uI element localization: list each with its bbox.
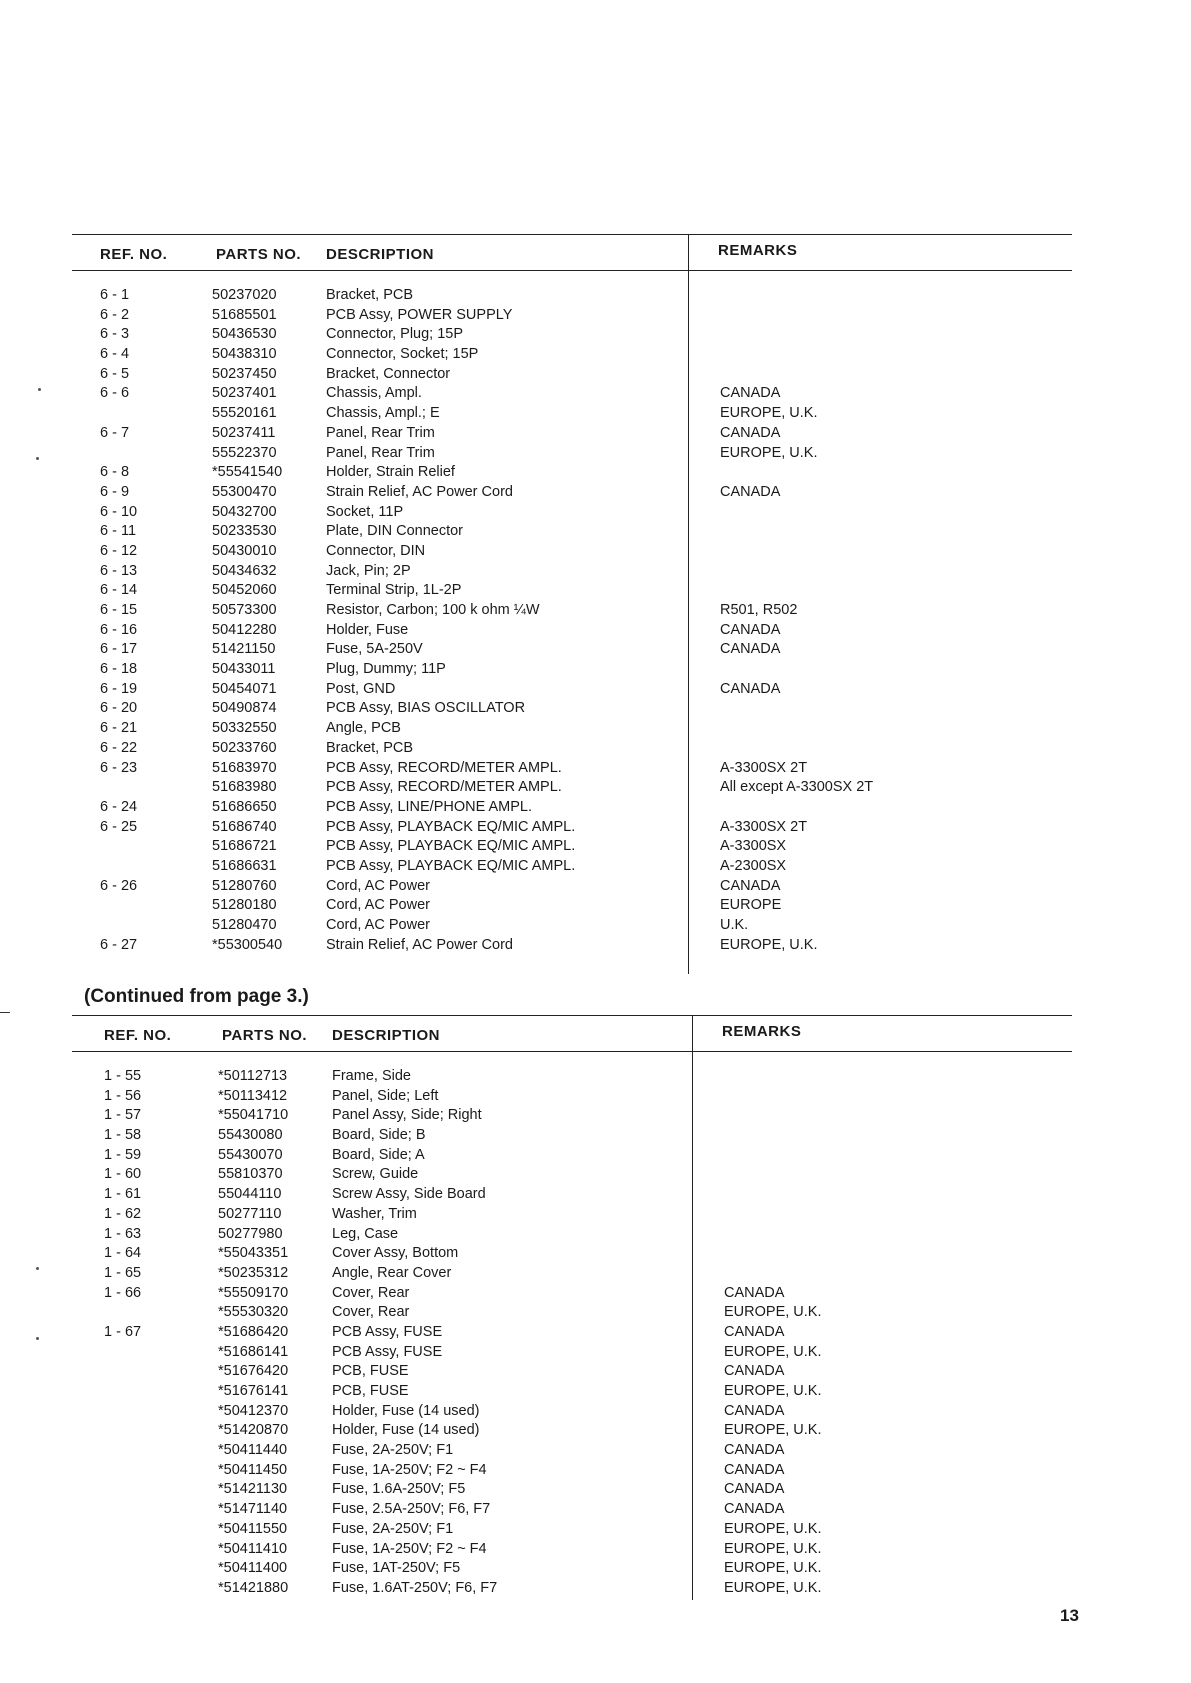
table-row [72,699,1072,719]
remarks-cell: EUROPE, U.K. [724,1383,822,1399]
ref-no-cell: 1 - 59 [104,1146,142,1163]
parts-no-cell: 50454071 [212,680,277,697]
parts-no-cell: *55041710 [218,1107,289,1124]
description-cell: PCB, FUSE [332,1383,409,1399]
parts-no-cell: 51685501 [212,306,277,323]
header-ref-no: REF. NO. [100,246,168,263]
description-cell: Jack, Pin; 2P [326,562,411,579]
parts-no-cell: *50411440 [218,1442,288,1459]
table-row [72,1500,1072,1520]
description-cell: PCB Assy, PLAYBACK EQ/MIC AMPL. [326,857,576,874]
parts-no-cell: 51686740 [212,818,277,835]
description-cell: Chassis, Ampl. [326,385,422,402]
ref-no-cell: 6 - 1 [100,287,130,303]
description-cell: Plug, Dummy; 11P [326,661,446,678]
table-row [72,542,1072,562]
description-cell: Chassis, Ampl.; E [326,405,440,422]
description-cell: Angle, Rear Cover [332,1264,452,1281]
parts-no-cell: 51421150 [212,641,276,658]
remarks-cell: EUROPE, U.K. [724,1304,822,1321]
parts-no-cell: 50438310 [212,346,277,363]
scan-speck [36,1337,39,1340]
parts-no-cell: 50490874 [212,700,277,717]
table-row [72,444,1072,464]
remarks-cell: EUROPE, U.K. [720,936,818,953]
ref-no-cell: 1 - 55 [104,1068,142,1084]
description-cell: Holder, Fuse (14 used) [332,1422,480,1439]
remarks-cell: CANADA [720,680,781,697]
table-row [72,719,1072,739]
table-row [72,798,1072,818]
ref-no-cell: 6 - 16 [100,621,138,638]
header-bottom-rule [72,270,1072,271]
ref-no-cell: 6 - 25 [100,818,138,835]
ref-no-cell: 6 - 23 [100,759,138,776]
table-row [72,1540,1072,1560]
table-row [72,1126,1072,1146]
table-row [72,1362,1072,1382]
parts-no-cell: 50433011 [212,661,276,678]
table-row [72,522,1072,542]
margin-mark [0,1012,10,1013]
parts-no-cell: *50412370 [218,1402,289,1419]
table-body [72,286,1072,955]
remarks-cell: EUROPE [720,897,782,914]
ref-no-cell: 1 - 60 [104,1166,142,1183]
table-row [72,1264,1072,1284]
table-row [72,1106,1072,1126]
table-row [72,680,1072,700]
table-row [72,818,1072,838]
description-cell: Fuse, 1.6A-250V; F5 [332,1481,466,1498]
parts-no-cell: *51420870 [218,1422,289,1439]
table-body [72,1067,1072,1599]
table-row [72,1480,1072,1500]
description-cell: Fuse, 2A-250V; F1 [332,1442,454,1459]
table-row [72,1205,1072,1225]
ref-no-cell: 6 - 6 [100,385,130,402]
table-row [72,837,1072,857]
description-cell: Cover, Rear [332,1284,410,1301]
description-cell: Post, GND [326,680,396,697]
header-parts-no: PARTS NO. [216,246,302,263]
remarks-cell: CANADA [724,1402,785,1419]
parts-no-cell: 51280760 [212,877,277,894]
ref-no-cell: 6 - 14 [100,582,138,599]
description-cell: Panel Assy, Side; Right [332,1107,482,1124]
remarks-cell: EUROPE, U.K. [724,1540,822,1557]
table-row [72,286,1072,306]
description-cell: Board, Side; B [332,1127,426,1144]
parts-no-cell: 50436530 [212,326,277,343]
table-row [72,916,1072,936]
table-row [72,1421,1072,1441]
ref-no-cell: 1 - 57 [104,1107,142,1124]
parts-no-cell: 50233760 [212,739,277,756]
header-parts-no: PARTS NO. [222,1027,308,1044]
ref-no-cell: 1 - 66 [104,1284,142,1301]
ref-no-cell: 6 - 11 [100,523,137,540]
parts-no-cell: 50573300 [212,602,277,618]
remarks-cell: EUROPE, U.K. [720,405,818,422]
table-row [72,404,1072,424]
table-row [72,759,1072,779]
remarks-cell: EUROPE, U.K. [724,1422,822,1439]
header-remarks: REMARKS [722,1023,802,1040]
ref-no-cell: 6 - 21 [100,720,138,737]
parts-no-cell: 50434632 [212,562,277,579]
table-row [72,1579,1072,1599]
remarks-cell: A-3300SX [720,838,787,855]
parts-no-cell: *50411400 [218,1560,288,1577]
table-row [72,877,1072,897]
table-row [72,1343,1072,1363]
table-row [72,936,1072,956]
parts-no-cell: 50237401 [212,385,277,402]
description-cell: Panel, Side; Left [332,1087,439,1104]
description-cell: Strain Relief, AC Power Cord [326,483,513,500]
description-cell: Connector, Socket; 15P [326,346,479,363]
scan-speck [38,388,41,391]
ref-no-cell: 6 - 10 [100,503,138,520]
description-cell: Fuse, 2A-250V; F1 [332,1520,454,1537]
description-cell: Fuse, 1.6AT-250V; F6, F7 [332,1579,498,1596]
description-cell: PCB Assy, FUSE [332,1343,443,1360]
remarks-cell: CANADA [724,1501,785,1518]
description-cell: Washer, Trim [332,1205,417,1222]
parts-no-cell: 50237450 [212,365,277,382]
ref-no-cell: 6 - 26 [100,877,138,894]
description-cell: Fuse, 5A-250V [326,641,423,658]
parts-no-cell: 51686631 [212,857,277,874]
parts-no-cell: 50237411 [212,424,276,441]
table-top-rule [72,1015,1072,1016]
parts-no-cell: 50237020 [212,287,277,303]
ref-no-cell: 6 - 4 [100,346,130,363]
scan-speck [36,457,39,460]
table-row [72,345,1072,365]
ref-no-cell: 6 - 15 [100,602,138,618]
remarks-cell: A-3300SX 2T [720,759,808,776]
parts-no-cell: *51676420 [218,1363,289,1380]
ref-no-cell: 6 - 2 [100,306,130,323]
parts-no-cell: *55300540 [212,936,283,953]
ref-no-cell: 1 - 56 [104,1087,142,1104]
table-row [72,896,1072,916]
table-row [72,1284,1072,1304]
remarks-cell: CANADA [720,877,781,894]
remarks-cell: CANADA [720,483,781,500]
table-top-rule [72,234,1072,235]
description-cell: Resistor, Carbon; 100 k ohm ¼W [326,602,540,618]
table-row [72,365,1072,385]
description-cell: Angle, PCB [326,720,401,737]
table-row [72,621,1072,641]
ref-no-cell: 6 - 17 [100,641,138,658]
header-ref-no: REF. NO. [104,1027,172,1044]
description-cell: PCB, FUSE [332,1363,409,1380]
page-number: 13 [1060,1606,1079,1625]
description-cell: Holder, Fuse (14 used) [332,1402,480,1419]
table-row [72,778,1072,798]
remarks-cell: CANADA [724,1461,785,1478]
description-cell: Cover, Rear [332,1304,410,1321]
ref-no-cell: 6 - 5 [100,365,130,382]
table-row [72,1244,1072,1264]
ref-no-cell: 6 - 13 [100,562,138,579]
description-cell: PCB Assy, PLAYBACK EQ/MIC AMPL. [326,838,576,855]
parts-no-cell: 51280180 [212,897,277,914]
description-cell: Holder, Fuse [326,621,409,638]
parts-no-cell: 55044110 [218,1186,282,1203]
remarks-cell: CANADA [724,1284,785,1301]
remarks-cell: CANADA [724,1323,785,1340]
table-row [72,1520,1072,1540]
parts-no-cell: 50432700 [212,503,277,520]
table-row [72,1067,1072,1087]
header-remarks: REMARKS [718,242,798,259]
description-cell: Connector, Plug; 15P [326,326,464,343]
parts-no-cell: 51280470 [212,917,277,933]
table-row [72,306,1072,326]
ref-no-cell: 6 - 19 [100,680,138,697]
ref-no-cell: 1 - 65 [104,1264,142,1281]
description-cell: Bracket, Connector [326,365,451,382]
table-row [72,424,1072,444]
remarks-cell: EUROPE, U.K. [724,1343,822,1360]
remarks-cell: A-3300SX 2T [720,818,808,835]
description-cell: Screw, Guide [332,1166,419,1183]
parts-no-cell: *50411410 [218,1540,288,1557]
description-cell: PCB Assy, BIAS OSCILLATOR [326,700,526,717]
scan-speck [36,1267,39,1270]
parts-no-cell: 55430080 [218,1127,283,1144]
parts-no-cell: *55509170 [218,1284,289,1301]
remarks-cell: CANADA [724,1442,785,1459]
parts-no-cell: 55810370 [218,1166,283,1183]
description-cell: Connector, DIN [326,542,426,559]
description-cell: Holder, Strain Relief [326,464,455,481]
description-cell: Leg, Case [332,1225,399,1242]
parts-no-cell: *50411450 [218,1461,288,1478]
table-header [72,1023,1072,1047]
description-cell: Terminal Strip, 1L-2P [326,582,462,599]
description-cell: Fuse, 2.5A-250V; F6, F7 [332,1501,491,1518]
parts-no-cell: *50235312 [218,1264,289,1281]
description-cell: Fuse, 1AT-250V; F5 [332,1560,461,1577]
parts-no-cell: 55430070 [218,1146,283,1163]
parts-no-cell: 55522370 [212,444,277,461]
parts-no-cell: 51683980 [212,779,277,796]
remarks-cell: CANADA [720,621,781,638]
ref-no-cell: 1 - 63 [104,1225,142,1242]
description-cell: PCB Assy, LINE/PHONE AMPL. [326,798,533,815]
parts-no-cell: *51421130 [218,1481,288,1498]
parts-no-cell: *51686420 [218,1323,289,1340]
description-cell: PCB Assy, RECORD/METER AMPL. [326,759,562,776]
description-cell: Socket, 11P [326,503,404,520]
table-header [72,242,1072,266]
parts-no-cell: 50430010 [212,542,277,559]
parts-no-cell: *50112713 [218,1068,288,1084]
remarks-cell: EUROPE, U.K. [720,444,818,461]
parts-no-cell: 50452060 [212,582,277,599]
parts-no-cell: *55043351 [218,1245,289,1262]
table-row [72,1185,1072,1205]
ref-no-cell: 6 - 12 [100,542,138,559]
description-cell: Cover Assy, Bottom [332,1245,459,1262]
table-row [72,1382,1072,1402]
description-cell: Cord, AC Power [326,897,430,914]
ref-no-cell: 6 - 20 [100,700,138,717]
table-row [72,1165,1072,1185]
header-description: DESCRIPTION [332,1027,441,1044]
header-description: DESCRIPTION [326,246,435,263]
description-cell: Fuse, 1A-250V; F2 ~ F4 [332,1540,487,1557]
table-row [72,463,1072,483]
description-cell: Panel, Rear Trim [326,444,435,461]
description-cell: Panel, Rear Trim [326,424,435,441]
parts-no-cell: *51471140 [218,1501,288,1518]
description-cell: Strain Relief, AC Power Cord [326,936,513,953]
table-row [72,640,1072,660]
parts-no-cell: 55520161 [212,405,277,422]
header-bottom-rule [72,1051,1072,1052]
remarks-cell: R501, R502 [720,602,798,618]
table-row [72,384,1072,404]
description-cell: PCB Assy, RECORD/METER AMPL. [326,779,562,796]
table-row [72,660,1072,680]
remarks-cell: EUROPE, U.K. [724,1520,822,1537]
ref-no-cell: 6 - 27 [100,936,138,953]
remarks-cell: CANADA [724,1481,785,1498]
remarks-cell: A-2300SX [720,857,787,874]
parts-no-cell: *55541540 [212,464,283,481]
remarks-cell: CANADA [720,385,781,402]
parts-no-cell: 55300470 [212,483,277,500]
table-row [72,601,1072,621]
parts-no-cell: *50411550 [218,1520,288,1537]
table-row [72,1402,1072,1422]
description-cell: PCB Assy, FUSE [332,1323,443,1340]
continued-label: (Continued from page 3.) [84,986,309,1007]
parts-no-cell: 50277980 [218,1225,283,1242]
remarks-cell: EUROPE, U.K. [724,1579,822,1596]
table-row [72,857,1072,877]
parts-no-cell: 50233530 [212,523,277,540]
description-cell: PCB Assy, POWER SUPPLY [326,306,513,323]
description-cell: PCB Assy, PLAYBACK EQ/MIC AMPL. [326,818,576,835]
remarks-cell: CANADA [720,641,781,658]
parts-no-cell: 51686650 [212,798,277,815]
description-cell: Screw Assy, Side Board [332,1186,486,1203]
parts-no-cell: *55530320 [218,1304,289,1321]
parts-no-cell: 51683970 [212,759,277,776]
ref-no-cell: 1 - 61 [104,1186,142,1203]
remarks-cell: CANADA [724,1363,785,1380]
description-cell: Plate, DIN Connector [326,523,464,540]
description-cell: Bracket, PCB [326,739,414,756]
parts-no-cell: *50113412 [218,1087,288,1104]
table-row [72,1559,1072,1579]
ref-no-cell: 1 - 62 [104,1205,142,1222]
description-cell: Bracket, PCB [326,287,414,303]
description-cell: Board, Side; A [332,1146,425,1163]
parts-no-cell: *51421880 [218,1579,289,1596]
description-cell: Cord, AC Power [326,877,430,894]
remarks-cell: CANADA [720,424,781,441]
remarks-cell: EUROPE, U.K. [724,1560,822,1577]
ref-no-cell: 1 - 58 [104,1127,142,1144]
parts-no-cell: 51686721 [212,838,277,855]
table-row [72,483,1072,503]
table-row [72,1461,1072,1481]
table-row [72,503,1072,523]
remarks-cell: All except A-3300SX 2T [720,779,874,796]
parts-no-cell: 50412280 [212,621,277,638]
ref-no-cell: 6 - 3 [100,326,130,343]
table-row [72,1146,1072,1166]
ref-no-cell: 6 - 24 [100,798,138,815]
remarks-cell: U.K. [720,917,749,933]
table-row [72,739,1072,759]
ref-no-cell: 1 - 67 [104,1323,142,1340]
description-cell: Cord, AC Power [326,917,430,933]
parts-no-cell: 50332550 [212,720,277,737]
table-row [72,1087,1072,1107]
ref-no-cell: 1 - 64 [104,1245,142,1262]
table-row [72,562,1072,582]
table-row [72,1303,1072,1323]
parts-no-cell: *51686141 [218,1343,289,1360]
ref-no-cell: 6 - 8 [100,464,130,481]
ref-no-cell: 6 - 9 [100,483,130,500]
description-cell: Fuse, 1A-250V; F2 ~ F4 [332,1461,487,1478]
parts-no-cell: 50277110 [218,1205,282,1222]
table-row [72,581,1072,601]
ref-no-cell: 6 - 7 [100,424,130,441]
table-row [72,1225,1072,1245]
ref-no-cell: 6 - 22 [100,739,138,756]
parts-no-cell: *51676141 [218,1383,289,1399]
description-cell: Frame, Side [332,1068,411,1084]
ref-no-cell: 6 - 18 [100,661,138,678]
table-row [72,1441,1072,1461]
table-row [72,1323,1072,1343]
table-row [72,325,1072,345]
